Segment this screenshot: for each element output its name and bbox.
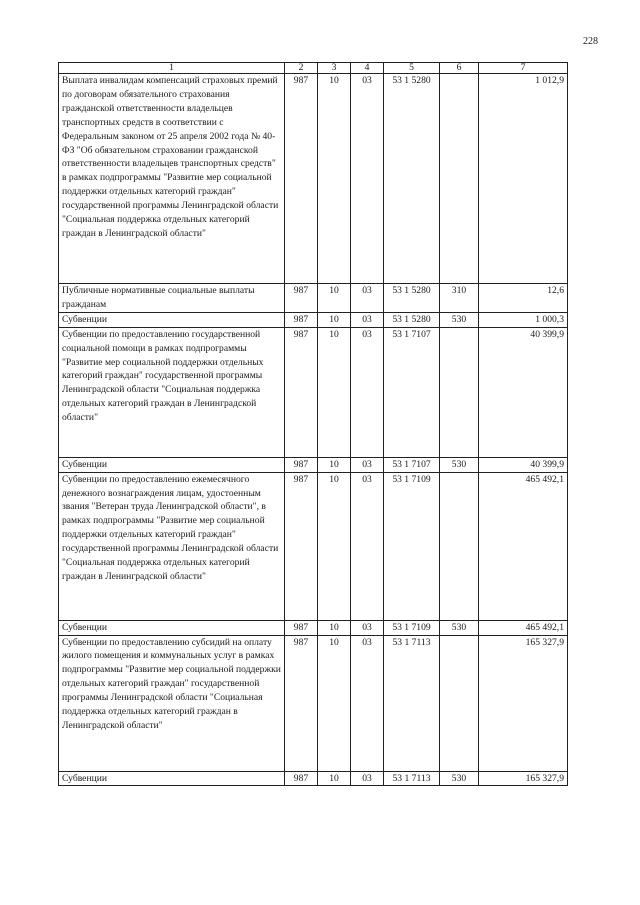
row-name: Выплата инвалидам компенсаций страховых премий по договорам обязательного страхования гражданской ответственности владельцев транспортных средств в соответствии с Федеральным законом от 25 апреля 2002 года № 40-ФЗ "Об обязательном страховании гражданской ответственности владельцев транспортных средств" в рамках подпрограммы "Развитие мер социальной поддержки отдельных категорий граждан" государственной программы Ленинградской области "Социальная поддержка отдельных категорий граждан в Ленинградской области" [59,74,285,284]
table-row [59,620,568,635]
row-amount: 165 327,9 [479,635,568,771]
row-csr: 53 1 7107 [384,457,440,472]
row-vr: 310 [440,284,479,313]
header-cell: 3 [318,63,351,74]
table-row [59,312,568,327]
row-name: Субвенции [59,457,285,472]
row-amount: 40 399,9 [479,327,568,457]
row-vr [440,74,479,284]
row-pr: 03 [351,635,384,771]
row-grbs: 987 [285,327,318,457]
row-pr: 03 [351,284,384,313]
header-cell: 4 [351,63,384,74]
row-csr: 53 1 7107 [384,327,440,457]
row-rz: 10 [318,771,351,786]
row-pr: 03 [351,620,384,635]
row-csr: 53 1 7113 [384,635,440,771]
row-csr: 53 1 7109 [384,620,440,635]
table-header-row [59,63,568,74]
row-amount: 465 492,1 [479,620,568,635]
row-rz: 10 [318,284,351,313]
row-pr: 03 [351,457,384,472]
row-name: Субвенции [59,620,285,635]
row-grbs: 987 [285,635,318,771]
table-row [59,284,568,313]
row-name: Субвенции [59,312,285,327]
row-pr: 03 [351,472,384,620]
page-number: 228 [583,36,598,47]
row-grbs: 987 [285,74,318,284]
header-cell: 6 [440,63,479,74]
row-rz: 10 [318,74,351,284]
row-vr: 530 [440,312,479,327]
row-csr: 53 1 5280 [384,312,440,327]
row-csr: 53 1 7113 [384,771,440,786]
row-vr: 530 [440,457,479,472]
table-row [59,635,568,771]
budget-table [58,62,568,786]
row-vr: 530 [440,771,479,786]
row-grbs: 987 [285,771,318,786]
row-amount: 465 492,1 [479,472,568,620]
row-name: Публичные нормативные социальные выплаты гражданам [59,284,285,313]
row-rz: 10 [318,635,351,771]
table-row [59,327,568,457]
row-name: Субвенции по предоставлению государственной социальной помощи в рамках подпрограммы "Развитие мер социальной поддержки отдельных категорий граждан" государственной программы Ленинградской области "Социальная поддержка отдельных категорий граждан в Ленинградской области" [59,327,285,457]
table-row [59,457,568,472]
row-name: Субвенции по предоставлению ежемесячного денежного вознаграждения лицам, удостоенным звания "Ветеран труда Ленинградской области", в рамках подпрограммы "Развитие мер социальной поддержки отдельных категорий граждан" государственной программы Ленинградской области "Социальная поддержка отдельных категорий граждан в Ленинградской области" [59,472,285,620]
row-name: Субвенции по предоставлению субсидий на оплату жилого помещения и коммунальных услуг в рамках подпрограммы "Развитие мер социальной поддержки отдельных категорий граждан" государственной программы Ленинградской области "Социальная поддержка отдельных категорий граждан в Ленинградской области" [59,635,285,771]
row-amount: 1 012,9 [479,74,568,284]
row-pr: 03 [351,312,384,327]
row-csr: 53 1 7109 [384,472,440,620]
table-row [59,771,568,786]
row-grbs: 987 [285,284,318,313]
header-cell: 2 [285,63,318,74]
row-grbs: 987 [285,472,318,620]
row-amount: 1 000,3 [479,312,568,327]
row-name: Субвенции [59,771,285,786]
row-rz: 10 [318,620,351,635]
row-pr: 03 [351,74,384,284]
table-row [59,472,568,620]
row-rz: 10 [318,472,351,620]
row-rz: 10 [318,312,351,327]
row-vr [440,635,479,771]
row-rz: 10 [318,327,351,457]
row-vr [440,472,479,620]
table-row [59,74,568,284]
header-cell: 1 [59,63,285,74]
row-pr: 03 [351,771,384,786]
header-cell: 5 [384,63,440,74]
row-vr: 530 [440,620,479,635]
header-cell: 7 [479,63,568,74]
row-amount: 165 327,9 [479,771,568,786]
row-pr: 03 [351,327,384,457]
row-csr: 53 1 5280 [384,74,440,284]
row-amount: 40 399,9 [479,457,568,472]
row-vr [440,327,479,457]
row-amount: 12,6 [479,284,568,313]
row-grbs: 987 [285,457,318,472]
row-grbs: 987 [285,620,318,635]
row-csr: 53 1 5280 [384,284,440,313]
row-rz: 10 [318,457,351,472]
row-grbs: 987 [285,312,318,327]
